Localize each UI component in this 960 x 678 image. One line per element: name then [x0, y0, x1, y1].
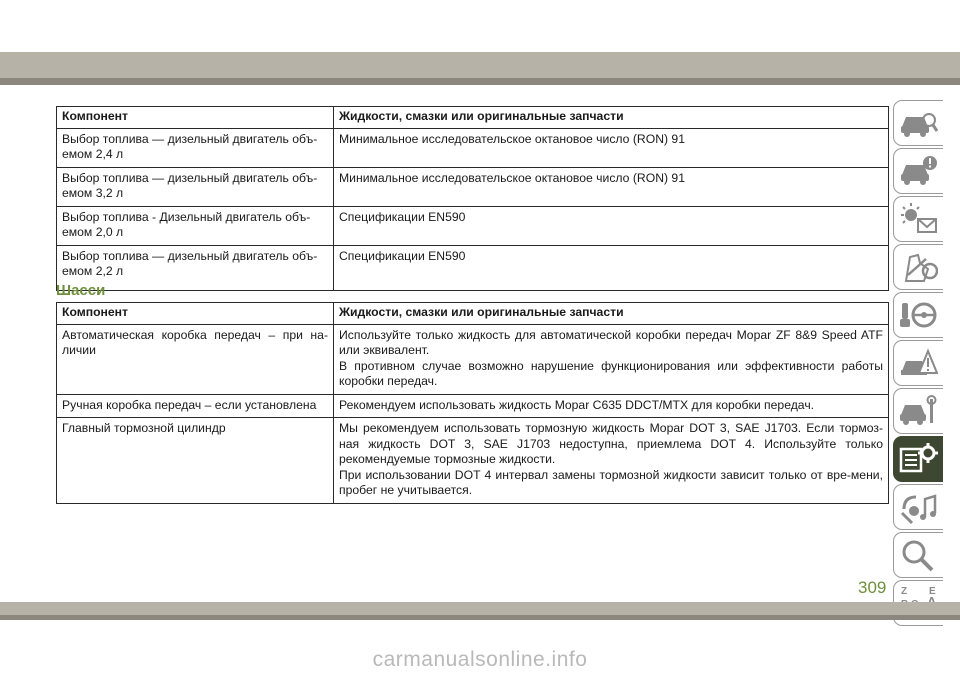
column-header-component: Компонент [57, 107, 334, 129]
search-icon [898, 537, 938, 573]
column-header-component: Компонент [57, 303, 334, 325]
tab-lights-messages[interactable] [893, 196, 943, 242]
fluid-cell: Рекомендуем использовать жидкость Mopar C635 DDCT/MTX для коробки передач. [334, 394, 889, 418]
tab-emergency[interactable] [893, 340, 943, 386]
multimedia-music-icon [898, 489, 938, 525]
footer-band-line [0, 615, 960, 620]
car-service-icon [898, 393, 938, 429]
fluid-cell: Спецификации EN590 [334, 245, 889, 290]
table-row [57, 418, 889, 504]
specifications-gear-icon [898, 441, 938, 477]
component-cell: Автоматическая коробка передач – при на-личии [57, 324, 334, 394]
table-row [57, 394, 889, 418]
index-letter: Z [901, 586, 908, 597]
section-title: Шасси [56, 282, 106, 299]
index-letter: E [929, 586, 936, 597]
header-band [0, 52, 960, 78]
footer-band [0, 602, 960, 615]
hazard-triangle-icon [898, 345, 938, 381]
table-header-row [57, 303, 889, 325]
steering-wheel-icon [898, 297, 938, 333]
car-warning-icon [898, 153, 938, 189]
component-cell: Выбор топлива - Дизельный двигатель объ-емом 2,0 л [57, 206, 334, 245]
tab-servicing[interactable] [893, 388, 943, 434]
component-cell: Главный тормозной цилиндр [57, 418, 334, 504]
tab-search[interactable] [893, 532, 943, 578]
tab-safety[interactable] [893, 244, 943, 290]
watermark: carmanualsonline.info [372, 648, 588, 671]
chassis-spec-table [56, 302, 889, 504]
component-cell: Ручная коробка передач – если установлена [57, 394, 334, 418]
fluid-paragraph: Мы рекомендуем использовать тормозную жидкость Mopar DOT 3, SAE J1703. Если тормоз-ная жидкость DOT 3, SAE J1703 недоступна, приемлема DOT 4. Используйте только рекомендуемые тормозные жидкости. [339, 421, 883, 466]
component-cell: Выбор топлива — дизельный двигатель объ-емом 3,2 л [57, 167, 334, 206]
fluid-cell [334, 324, 889, 394]
fluid-paragraph: Используйте только жидкость для автоматической коробки передач Mopar ZF 8&9 Speed ATF или эквивалент. [339, 327, 883, 357]
column-header-fluids: Жидкости, смазки или оригинальные запчасти [334, 107, 889, 129]
car-info-icon [898, 105, 938, 141]
component-cell: Выбор топлива — дизельный двигатель объ-емом 2,2 л [57, 245, 334, 290]
seatbelt-steering-icon [898, 249, 938, 285]
table-row [57, 245, 889, 290]
column-header-fluids: Жидкости, смазки или оригинальные запчасти [334, 303, 889, 325]
table-row [57, 167, 889, 206]
tab-warnings[interactable] [893, 148, 943, 194]
page-number: 309 [858, 578, 887, 597]
fluid-paragraph: При использовании DOT 4 интервал замены тормозной жидкости зависит только от вре-мени, пробег не учитывается. [339, 467, 883, 497]
fluid-cell: Спецификации EN590 [334, 206, 889, 245]
fluid-cell: Минимальное исследовательское октановое число (RON) 91 [334, 167, 889, 206]
table-row [57, 324, 889, 394]
table-header-row [57, 107, 889, 129]
tab-vehicle-info[interactable] [893, 100, 943, 146]
header-band-line [0, 78, 960, 85]
table-row [57, 128, 889, 167]
tab-starting-driving[interactable] [893, 292, 943, 338]
tab-multimedia[interactable] [893, 484, 943, 530]
component-cell: Выбор топлива — дизельный двигатель объ-емом 2,4 л [57, 128, 334, 167]
fluid-cell: Минимальное исследовательское октановое число (RON) 91 [334, 128, 889, 167]
fuel-spec-table [56, 106, 889, 291]
tab-specifications[interactable] [893, 436, 943, 482]
lights-message-icon [898, 201, 938, 237]
fluid-paragraph: В противном случае возможно нарушение функционирования или эффективности работы коробки передач. [339, 358, 883, 388]
table-row [57, 206, 889, 245]
fluid-cell [334, 418, 889, 504]
